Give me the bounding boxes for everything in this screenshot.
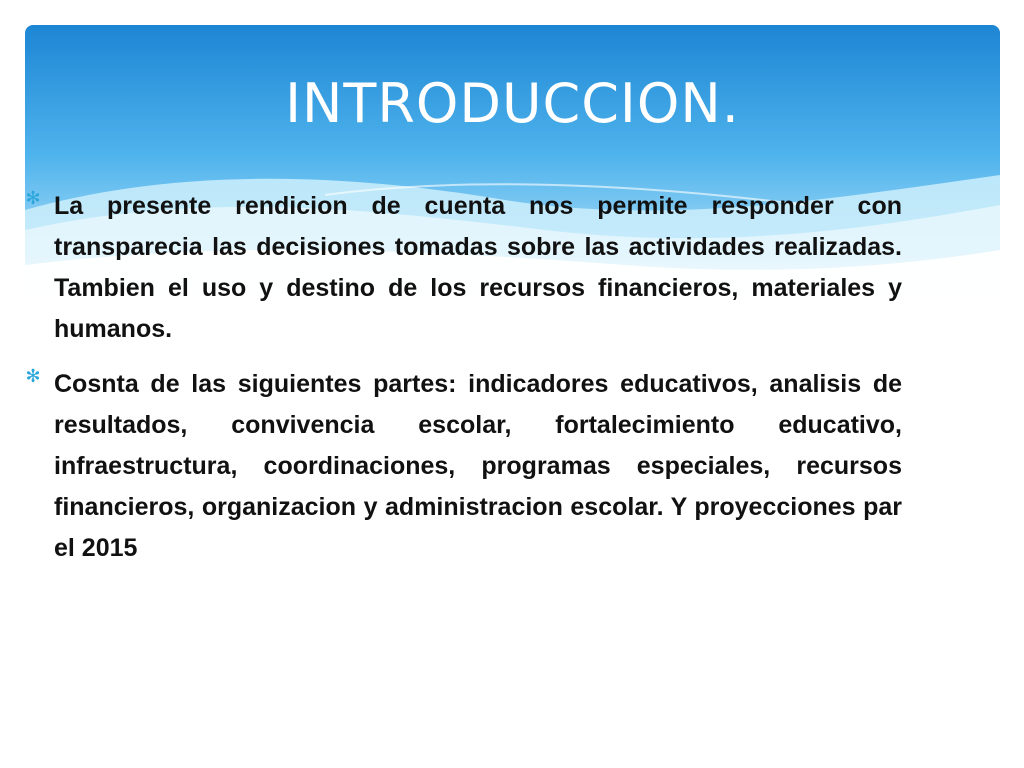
bullet-text: Cosnta de las siguientes partes: indicadores educativos, analisis de resultados, convivencia escolar, fortalecimiento educativo, infraestructura, coordinaciones, programas especiales, recursos financieros, organizacion y administracion escolar. Y proyecciones par el 2015 (54, 370, 902, 562)
bullet-text: La presente rendicion de cuenta nos permite responder con transparecia las decisiones tomadas sobre las actividades realizadas. Tambien el uso y destino de los recursos financieros, materiales y humanos. (54, 192, 902, 343)
asterisk-bullet-icon: ✻ (25, 188, 41, 209)
bullet-item (22, 186, 902, 350)
bullet-item (22, 364, 902, 569)
bullet-list (22, 186, 902, 583)
slide-title: INTRODUCCION. (285, 72, 740, 135)
asterisk-bullet-icon: ✻ (25, 366, 41, 387)
